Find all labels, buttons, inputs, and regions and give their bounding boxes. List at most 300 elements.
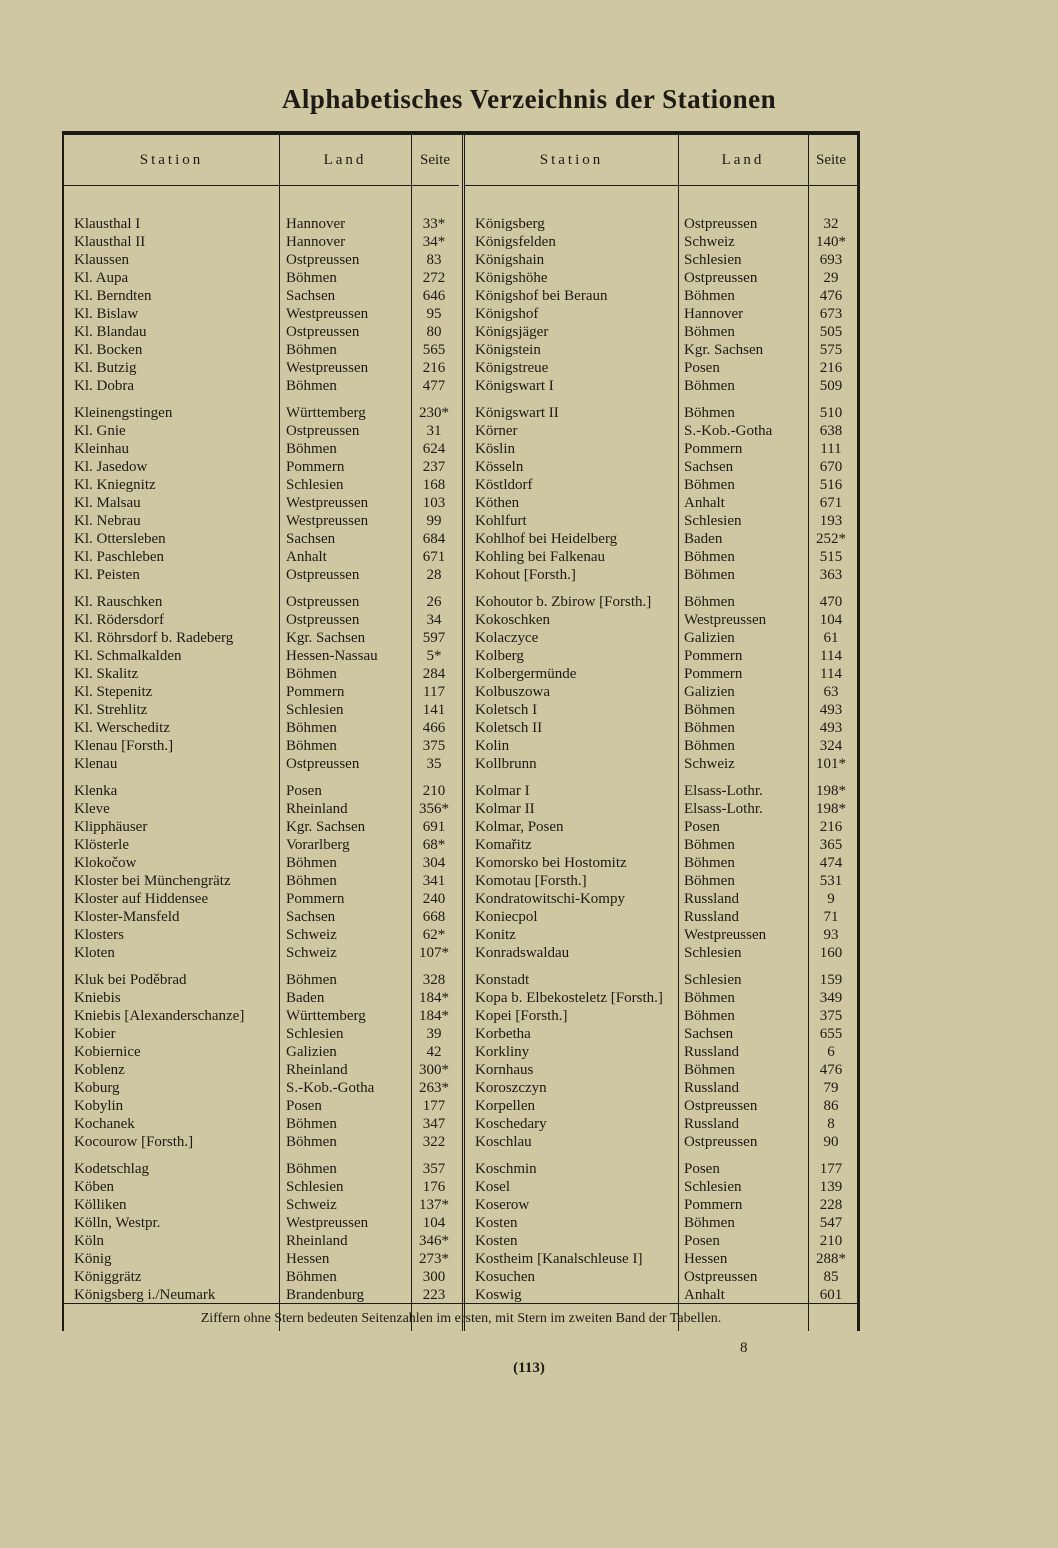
station-name: Königswart II <box>475 405 559 421</box>
station-name: Kniebis <box>74 990 121 1006</box>
table-row <box>64 287 459 305</box>
page-ref: 646 <box>422 288 446 304</box>
page-ref: 575 <box>819 342 843 358</box>
station-name: Konitz <box>475 927 516 943</box>
land-name: Hannover <box>286 216 346 232</box>
table-row <box>465 287 857 305</box>
land-name: Böhmen <box>684 720 735 736</box>
page-ref: 516 <box>819 477 843 493</box>
table-row <box>465 836 857 854</box>
page-ref: 79 <box>823 1080 839 1096</box>
land-name: Sachsen <box>684 459 734 475</box>
page-ref: 673 <box>819 306 843 322</box>
page-ref: 510 <box>819 405 843 421</box>
page-ref: 322 <box>422 1134 446 1150</box>
station-name: Klipphäuser <box>74 819 148 835</box>
table-row <box>64 1079 459 1097</box>
station-name: Komotau [Forsth.] <box>475 873 587 889</box>
station-name: Königshöhe <box>475 270 548 286</box>
station-name: Klenau [Forsth.] <box>74 738 174 754</box>
station-name: Kl. Paschleben <box>74 549 164 565</box>
table-row <box>64 989 459 1007</box>
station-name: Kl. Bislaw <box>74 306 139 322</box>
page-ref: 61 <box>823 630 839 646</box>
land-name: Ostpreussen <box>684 1269 758 1285</box>
table-row <box>465 647 857 665</box>
land-name: Pommern <box>684 441 743 457</box>
station-name: Kohlfurt <box>475 513 527 529</box>
table-row <box>64 719 459 737</box>
table-row <box>64 593 459 611</box>
table-row <box>64 251 459 269</box>
table-row <box>465 989 857 1007</box>
page-ref: 624 <box>422 441 446 457</box>
table-row <box>64 1232 459 1250</box>
land-name: Sachsen <box>684 1026 734 1042</box>
table-row <box>465 1025 857 1043</box>
table-row <box>64 1025 459 1043</box>
land-name: Westpreussen <box>684 612 767 628</box>
land-name: Posen <box>684 819 720 835</box>
station-name: Köben <box>74 1179 114 1195</box>
land-name: Posen <box>684 1233 720 1249</box>
page-ref: 493 <box>819 702 843 718</box>
page-ref: 5* <box>426 648 442 664</box>
land-name: Galizien <box>286 1044 337 1060</box>
land-name: Württemberg <box>286 405 366 421</box>
page-ref: 34* <box>422 234 446 250</box>
land-name: Ostpreussen <box>286 324 360 340</box>
table-row <box>465 359 857 377</box>
land-name: Böhmen <box>286 1161 337 1177</box>
page-ref: 684 <box>422 531 446 547</box>
page-ref: 670 <box>819 459 843 475</box>
station-name: Kosuchen <box>475 1269 535 1285</box>
page-ref: 63 <box>823 684 839 700</box>
page-ref: 39 <box>426 1026 442 1042</box>
station-name: Kondratowitschi-Kompy <box>475 891 625 907</box>
land-name: Sachsen <box>286 531 336 547</box>
land-name: Posen <box>286 783 322 799</box>
land-name: Böhmen <box>286 1116 337 1132</box>
land-name: Ostpreussen <box>286 252 360 268</box>
page-ref: 477 <box>422 378 446 394</box>
table-row <box>64 1043 459 1061</box>
page-ref: 103 <box>422 495 446 511</box>
table-row <box>465 458 857 476</box>
page-ref: 356* <box>419 801 449 817</box>
page-ref: 62* <box>422 927 446 943</box>
header-seite: Seite <box>420 152 450 168</box>
land-name: Hessen-Nassau <box>286 648 378 664</box>
land-name: Böhmen <box>286 378 337 394</box>
page-ref: 691 <box>422 819 446 835</box>
page-ref: 184* <box>419 1008 449 1024</box>
station-name: Koletsch II <box>475 720 543 736</box>
land-name: Württemberg <box>286 1008 366 1024</box>
land-name: Schweiz <box>684 234 735 250</box>
station-name: Kl. Gnie <box>74 423 126 439</box>
station-name: Kl. Jasedow <box>74 459 148 475</box>
station-name: Korbetha <box>475 1026 531 1042</box>
land-name: Böhmen <box>684 567 735 583</box>
table-row <box>465 665 857 683</box>
station-name: Kl. Nebrau <box>74 513 141 529</box>
page-ref: 565 <box>422 342 446 358</box>
table-row <box>465 629 857 647</box>
table-row <box>64 1250 459 1268</box>
page-ref: 272 <box>422 270 446 286</box>
page-ref: 597 <box>422 630 446 646</box>
table-row <box>64 359 459 377</box>
page-ref: 101* <box>816 756 846 772</box>
table-row <box>64 1115 459 1133</box>
page-ref: 505 <box>819 324 843 340</box>
page-ref: 198* <box>816 801 846 817</box>
land-name: Ostpreussen <box>286 612 360 628</box>
station-name: Königshof bei Beraun <box>475 288 608 304</box>
page-ref: 470 <box>819 594 843 610</box>
land-name: Galizien <box>684 684 735 700</box>
table-row <box>64 854 459 872</box>
land-name: Böhmen <box>286 441 337 457</box>
table-row <box>465 1133 857 1151</box>
table-row <box>465 1097 857 1115</box>
land-name: Böhmen <box>286 738 337 754</box>
page-ref: 693 <box>819 252 843 268</box>
station-name: Köln <box>74 1233 104 1249</box>
header-land: Land <box>323 152 367 168</box>
page-ref: 237 <box>422 459 446 475</box>
table-row <box>465 1268 857 1286</box>
land-name: Böhmen <box>684 594 735 610</box>
table-row <box>64 1214 459 1232</box>
station-name: Kölliken <box>74 1197 127 1213</box>
page-ref: 90 <box>823 1134 839 1150</box>
land-name: Böhmen <box>684 549 735 565</box>
station-name: Kobier <box>74 1026 116 1042</box>
land-name: Elsass-Lothr. <box>684 801 763 817</box>
station-name: Kolbergermünde <box>475 666 577 682</box>
page-ref: 223 <box>422 1287 446 1303</box>
page-ref: 104 <box>819 612 843 628</box>
table-row <box>465 1232 857 1250</box>
table-row <box>64 890 459 908</box>
land-name: Russland <box>684 909 740 925</box>
land-name: Böhmen <box>684 738 735 754</box>
station-name: Kornhaus <box>475 1062 534 1078</box>
station-name: Königsfelden <box>475 234 556 250</box>
land-name: Böhmen <box>684 477 735 493</box>
page-ref: 32 <box>823 216 839 232</box>
land-name: Böhmen <box>684 288 735 304</box>
station-name: Kleve <box>74 801 110 817</box>
station-name: Klokočow <box>74 855 137 871</box>
land-name: Posen <box>684 360 720 376</box>
table-row <box>465 1061 857 1079</box>
page-ref: 671 <box>819 495 843 511</box>
station-name: Kolmar, Posen <box>475 819 564 835</box>
table-row <box>64 1178 459 1196</box>
station-name: Königswart I <box>475 378 554 394</box>
station-name: Köslin <box>475 441 516 457</box>
land-name: Kgr. Sachsen <box>286 630 366 646</box>
page-ref: 668 <box>422 909 446 925</box>
page-ref: 176 <box>422 1179 446 1195</box>
land-name: Böhmen <box>684 405 735 421</box>
station-name: Kösseln <box>475 459 524 475</box>
page-ref: 493 <box>819 720 843 736</box>
page-ref: 341 <box>422 873 446 889</box>
station-name: Koschmin <box>475 1161 537 1177</box>
station-name: Kl. Butzig <box>74 360 137 376</box>
land-name: Pommern <box>684 648 743 664</box>
table-row <box>465 269 857 287</box>
header-station: Station <box>539 152 604 168</box>
land-name: Baden <box>286 990 325 1006</box>
station-name: Kl. Peisten <box>74 567 140 583</box>
station-name: Kollbrunn <box>475 756 537 772</box>
table-row <box>64 665 459 683</box>
land-name: Schlesien <box>684 252 742 268</box>
station-name: Kl. Werscheditz <box>74 720 170 736</box>
land-name: Böhmen <box>286 342 337 358</box>
land-name: Russland <box>684 1116 740 1132</box>
land-name: Rheinland <box>286 801 348 817</box>
table-row <box>465 1286 857 1304</box>
page-ref: 117 <box>423 684 445 700</box>
page-ref: 375 <box>819 1008 843 1024</box>
land-name: Westpreussen <box>286 513 369 529</box>
table-row <box>64 1097 459 1115</box>
page-ref: 184* <box>419 990 449 1006</box>
land-name: Hessen <box>684 1251 728 1267</box>
page-ref: 26 <box>426 594 442 610</box>
land-name: Elsass-Lothr. <box>684 783 763 799</box>
station-name: Koserow <box>475 1197 530 1213</box>
table-row <box>64 404 459 422</box>
table-row <box>465 305 857 323</box>
land-name: Russland <box>684 1044 740 1060</box>
land-name: Böhmen <box>684 324 735 340</box>
land-name: Schlesien <box>286 1026 344 1042</box>
page-ref: 114 <box>820 666 842 682</box>
page-ref: 474 <box>819 855 843 871</box>
table-row <box>64 458 459 476</box>
station-name: Kloster auf Hiddensee <box>74 891 209 907</box>
page-ref: 137* <box>419 1197 449 1213</box>
station-name: Kl. Röhrsdorf b. Radeberg <box>74 630 234 646</box>
station-name: Kl. Schmalkalden <box>74 648 182 664</box>
table-row <box>64 629 459 647</box>
page-ref: 531 <box>819 873 843 889</box>
station-name: Kl. Bocken <box>74 342 143 358</box>
page-ref: 210 <box>819 1233 843 1249</box>
table-row <box>64 818 459 836</box>
station-table <box>62 131 860 1331</box>
station-name: Kl. Rödersdorf <box>74 612 164 628</box>
station-name: Kniebis [Alexanderschanze] <box>74 1008 245 1024</box>
land-name: Schlesien <box>684 513 742 529</box>
station-name: Köstldorf <box>475 477 533 493</box>
table-row <box>465 1214 857 1232</box>
page-title: Alphabetisches Verzeichnis der Stationen <box>281 84 777 114</box>
land-name: Posen <box>286 1098 322 1114</box>
station-name: Kleinhau <box>74 441 129 457</box>
table-row <box>465 566 857 584</box>
land-name: Schweiz <box>286 945 337 961</box>
station-name: Kohling bei Falkenau <box>475 549 605 565</box>
station-name: Königshof <box>475 306 539 322</box>
station-name: Klausthal II <box>74 234 146 250</box>
station-name: Klenka <box>74 783 118 799</box>
page-ref: 638 <box>819 423 843 439</box>
page-ref: 216 <box>819 819 843 835</box>
land-name: Böhmen <box>286 270 337 286</box>
station-name: Kosten <box>475 1215 518 1231</box>
table-row <box>64 548 459 566</box>
land-name: Ostpreussen <box>684 1098 758 1114</box>
table-row <box>465 404 857 422</box>
land-name: Schweiz <box>286 927 337 943</box>
page-ref: 284 <box>422 666 446 682</box>
land-name: Pommern <box>286 891 345 907</box>
land-name: Böhmen <box>684 855 735 871</box>
station-name: Klausthal I <box>74 216 141 232</box>
station-name: Kopa b. Elbekosteletz [Forsth.] <box>475 990 663 1006</box>
land-name: Schlesien <box>286 702 344 718</box>
page-ref: 346* <box>419 1233 449 1249</box>
table-row <box>64 341 459 359</box>
land-name: Böhmen <box>684 1008 735 1024</box>
station-name: Kochanek <box>74 1116 135 1132</box>
station-name: Korkliny <box>475 1044 530 1060</box>
page-ref: 8 <box>827 1116 835 1132</box>
station-name: Korpellen <box>475 1098 535 1114</box>
right-header <box>465 135 857 186</box>
station-name: Kl. Ottersleben <box>74 531 166 547</box>
station-name: Kodetschlag <box>74 1161 149 1177</box>
station-name: Koschlau <box>475 1134 532 1150</box>
page-ref: 601 <box>819 1287 843 1303</box>
station-name: Koschedary <box>475 1116 547 1132</box>
table-row <box>64 611 459 629</box>
page-ref: 476 <box>819 288 843 304</box>
station-name: Koswig <box>475 1287 522 1303</box>
header-land: Land <box>721 152 765 168</box>
page-ref: 365 <box>819 837 843 853</box>
page-ref: 28 <box>426 567 442 583</box>
land-name: Schweiz <box>684 756 735 772</box>
page-ref: 34 <box>426 612 442 628</box>
table-row <box>64 1286 459 1304</box>
land-name: Hessen <box>286 1251 330 1267</box>
page-ref: 177 <box>819 1161 843 1177</box>
land-name: Schweiz <box>286 1197 337 1213</box>
table-row <box>465 908 857 926</box>
table-row <box>64 1160 459 1178</box>
page-ref: 42 <box>426 1044 442 1060</box>
table-row <box>465 494 857 512</box>
land-name: Russland <box>684 891 740 907</box>
station-name: Klaussen <box>74 252 129 268</box>
land-name: Galizien <box>684 630 735 646</box>
land-name: Brandenburg <box>286 1287 365 1303</box>
page-ref: 177 <box>422 1098 446 1114</box>
page-ref: 230* <box>419 405 449 421</box>
page-ref: 6 <box>827 1044 835 1060</box>
page-ref: 466 <box>422 720 446 736</box>
page-ref: 476 <box>819 1062 843 1078</box>
table-row <box>64 566 459 584</box>
table-row <box>465 737 857 755</box>
table-row <box>64 737 459 755</box>
station-name: Kloster-Mansfeld <box>74 909 180 925</box>
station-name: Koletsch I <box>475 702 538 718</box>
station-name: Kloten <box>74 945 115 961</box>
table-row <box>465 1115 857 1133</box>
page-ref: 80 <box>426 324 442 340</box>
station-name: Kolmar II <box>475 801 535 817</box>
land-name: Böhmen <box>286 972 337 988</box>
page-ref: 304 <box>422 855 446 871</box>
station-name: König <box>74 1251 112 1267</box>
land-name: Schlesien <box>684 945 742 961</box>
page-number: (113) <box>513 1360 545 1376</box>
land-name: Schlesien <box>684 1179 742 1195</box>
land-name: Schlesien <box>684 972 742 988</box>
table-row <box>465 530 857 548</box>
page-ref: 357 <box>422 1161 446 1177</box>
table-row <box>465 701 857 719</box>
table-row <box>64 1061 459 1079</box>
station-name: Kosel <box>475 1179 510 1195</box>
page-ref: 263* <box>419 1080 449 1096</box>
land-name: Böhmen <box>286 1134 337 1150</box>
table-row <box>64 755 459 773</box>
signature-mark: 8 <box>740 1340 748 1356</box>
land-name: Baden <box>684 531 723 547</box>
table-row <box>64 683 459 701</box>
page-ref: 515 <box>819 549 843 565</box>
table-row <box>465 872 857 890</box>
page-ref: 228 <box>819 1197 843 1213</box>
page-ref: 288* <box>816 1251 846 1267</box>
table-row <box>465 512 857 530</box>
land-name: Rheinland <box>286 1233 348 1249</box>
page-ref: 216 <box>819 360 843 376</box>
land-name: Ostpreussen <box>286 567 360 583</box>
page-ref: 33* <box>422 216 446 232</box>
station-name: Kluk bei Poděbrad <box>74 972 187 988</box>
land-name: Westpreussen <box>684 927 767 943</box>
table-row <box>465 971 857 989</box>
table-row <box>465 440 857 458</box>
land-name: Böhmen <box>684 1215 735 1231</box>
page-ref: 273* <box>419 1251 449 1267</box>
table-row <box>465 755 857 773</box>
table-row <box>465 377 857 395</box>
land-name: Böhmen <box>286 873 337 889</box>
table-row <box>465 476 857 494</box>
land-name: Westpreussen <box>286 306 369 322</box>
left-rows <box>64 215 459 1304</box>
station-name: Koniecpol <box>475 909 538 925</box>
table-row <box>64 530 459 548</box>
table-row <box>465 1196 857 1214</box>
footnote: Ziffern ohne Stern bedeuten Seitenzahlen im ersten, mit Stern im zweiten Band der Tabellen. <box>200 1311 722 1326</box>
table-row <box>64 926 459 944</box>
